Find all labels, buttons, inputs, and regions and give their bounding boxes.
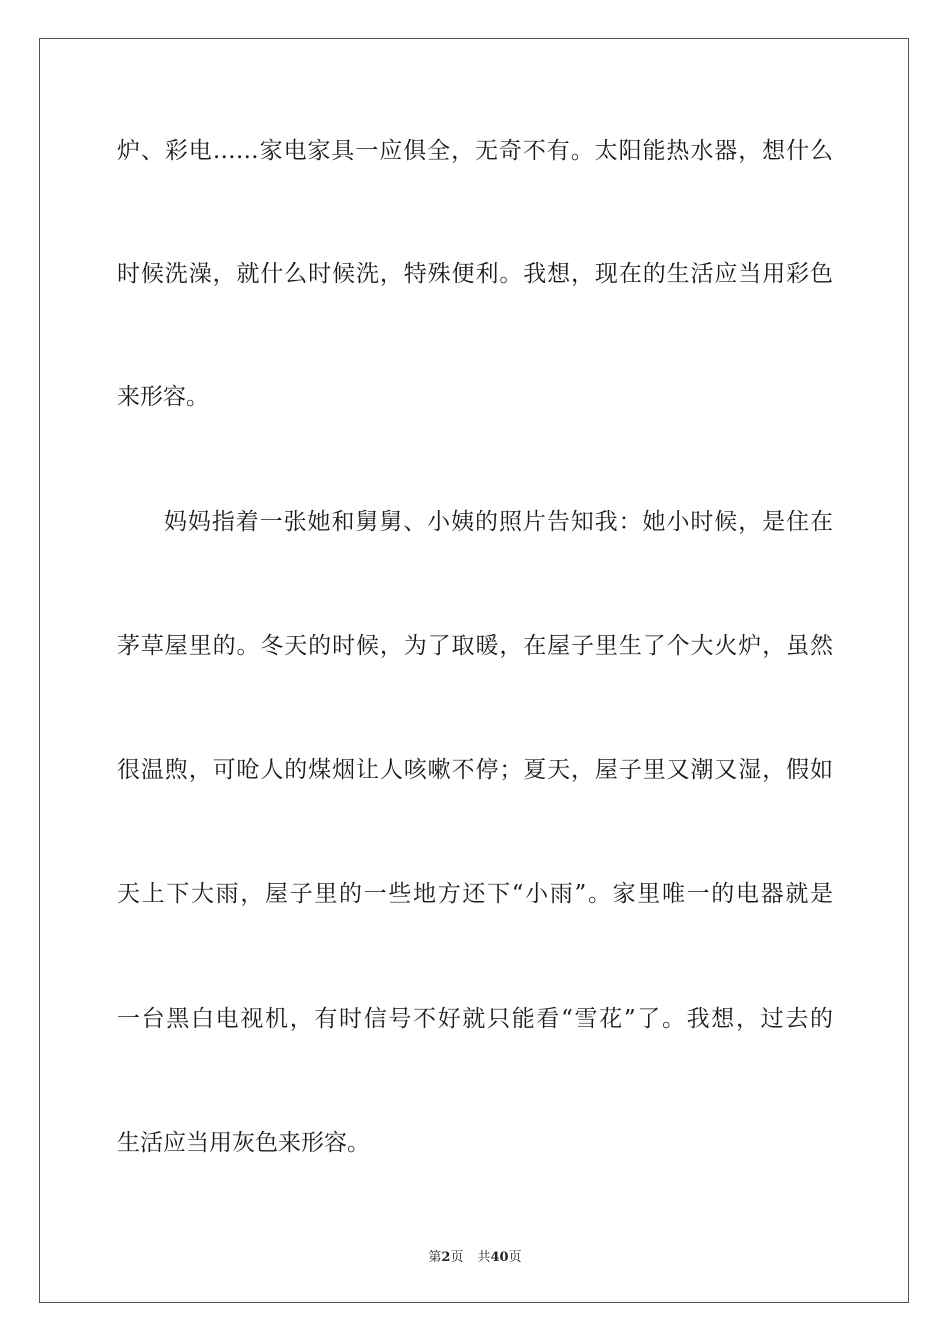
total-label-prefix: 共 bbox=[477, 1250, 491, 1265]
paragraph-2-line-5: 一台黑白电视机，有时信号不好就只能看“雪花”了。我想，过去的 bbox=[117, 1006, 833, 1032]
paragraph-2-line-6: 生活应当用灰色来形容。 bbox=[117, 1130, 370, 1156]
page-border bbox=[39, 38, 909, 1303]
paragraph-1-line-2: 时候洗澡，就什么时候洗，特殊便利。我想，现在的生活应当用彩色 bbox=[117, 261, 833, 287]
paragraph-1-line-1: 炉、彩电……家电家具一应俱全，无奇不有。太阳能热水器，想什么 bbox=[117, 138, 833, 164]
page-label-suffix: 页 bbox=[450, 1250, 464, 1265]
paragraph-1-line-3: 来形容。 bbox=[117, 384, 209, 410]
paragraph-2-line-3: 很温煦，可呛人的煤烟让人咳嗽不停；夏天，屋子里又潮又湿，假如 bbox=[117, 757, 833, 783]
paragraph-2-line-4: 天上下大雨，屋子里的一些地方还下“小雨”。家里唯一的电器就是 bbox=[117, 881, 833, 907]
paragraph-2-line-2: 茅草屋里的。冬天的时候，为了取暖，在屋子里生了个大火炉，虽然 bbox=[117, 633, 833, 659]
total-label-suffix: 页 bbox=[508, 1250, 522, 1265]
page-number: 2 bbox=[441, 1250, 451, 1265]
paragraph-2-line-1: 妈妈指着一张她和舅舅、小姨的照片告知我：她小时候，是住在 bbox=[164, 509, 833, 535]
page-footer bbox=[0, 1246, 950, 1265]
page-label-prefix: 第 bbox=[428, 1250, 442, 1265]
total-pages: 40 bbox=[490, 1250, 509, 1265]
